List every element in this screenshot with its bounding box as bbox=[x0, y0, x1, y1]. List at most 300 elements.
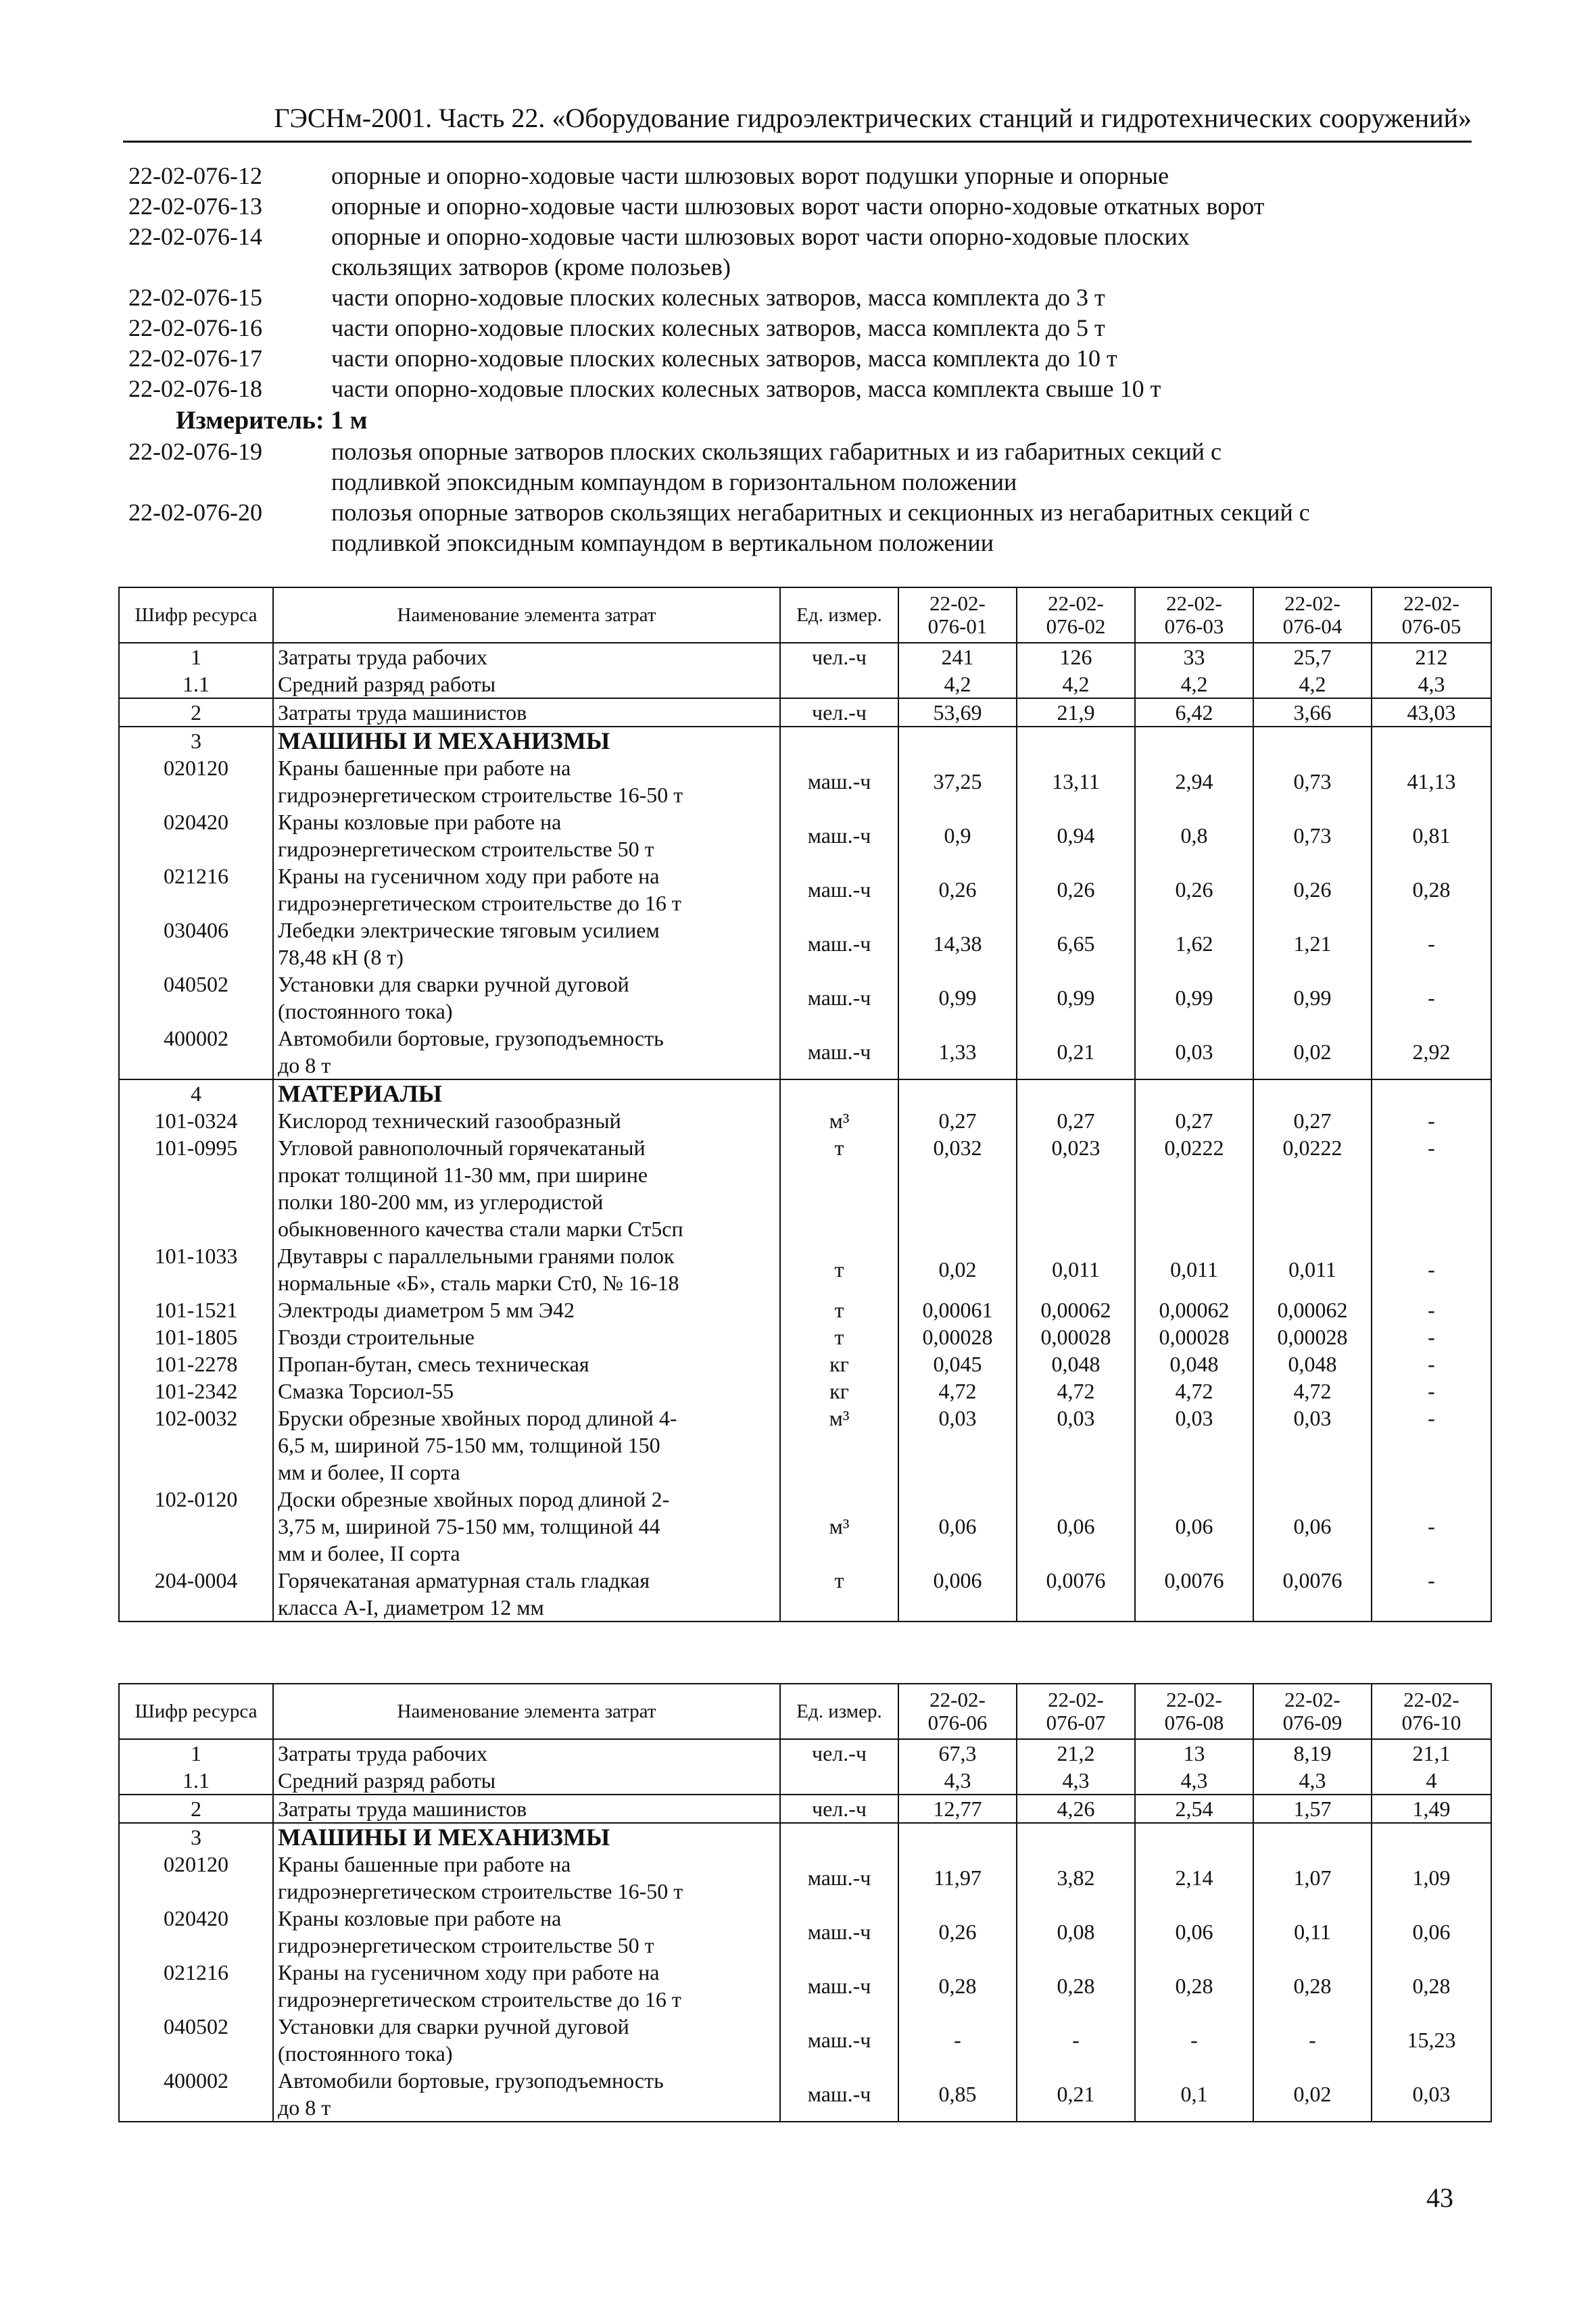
resource-value: - bbox=[1372, 1486, 1491, 1567]
header-unit: Ед. измер. bbox=[780, 587, 898, 643]
table-row bbox=[119, 1795, 1491, 1823]
resource-value: 126 bbox=[1017, 643, 1135, 671]
table-header bbox=[119, 587, 1491, 643]
resource-code: 101-2342 bbox=[119, 1378, 273, 1405]
resource-value: 8,19 bbox=[1253, 1739, 1372, 1767]
resource-value: 12,77 bbox=[898, 1795, 1017, 1823]
resource-unit: т bbox=[780, 1323, 898, 1350]
resource-value: 1,57 bbox=[1253, 1795, 1372, 1823]
resource-value: 0,03 bbox=[898, 1405, 1017, 1486]
resource-table-1 bbox=[118, 587, 1492, 1622]
resource-name: Средний разряд работы bbox=[273, 671, 780, 698]
resource-value: 1,62 bbox=[1135, 917, 1253, 971]
resource-value: 3,66 bbox=[1253, 698, 1372, 727]
resource-name: Горячекатаная арматурная сталь гладкая класса А-I, диаметром 12 мм bbox=[273, 1567, 780, 1622]
resource-name: МАШИНЫ И МЕХАНИЗМЫ bbox=[273, 1823, 780, 1851]
resource-value: 0,048 bbox=[1253, 1350, 1372, 1378]
resource-name: Затраты труда машинистов bbox=[273, 1795, 780, 1823]
resource-value: 21,9 bbox=[1017, 698, 1135, 727]
table-row bbox=[119, 1905, 1491, 1959]
table-row bbox=[119, 643, 1491, 671]
resource-unit bbox=[780, 1823, 898, 1851]
resource-code: 020120 bbox=[119, 1851, 273, 1905]
code-id: 22-02-076-18 bbox=[128, 375, 262, 402]
resource-code: 204-0004 bbox=[119, 1567, 273, 1622]
code-id: 22-02-076-15 bbox=[128, 284, 262, 311]
header-name: Наименование элемента затрат bbox=[273, 1684, 780, 1739]
page-number: 43 bbox=[1426, 2183, 1453, 2213]
resource-value: - bbox=[898, 2013, 1017, 2067]
resource-value: 0,011 bbox=[1253, 1242, 1372, 1296]
resource-name: Установки для сварки ручной дуговой (постоянного тока) bbox=[273, 971, 780, 1025]
resource-value: 0,06 bbox=[1135, 1486, 1253, 1567]
resource-unit bbox=[780, 1079, 898, 1107]
resource-value: 0,03 bbox=[1135, 1025, 1253, 1079]
resource-value: 0,048 bbox=[1135, 1350, 1253, 1378]
resource-value: 4,2 bbox=[1017, 671, 1135, 698]
resource-code: 040502 bbox=[119, 971, 273, 1025]
resource-code: 400002 bbox=[119, 2067, 273, 2122]
table-row bbox=[119, 1767, 1491, 1795]
code-row bbox=[128, 437, 1480, 497]
header-row bbox=[119, 587, 1491, 643]
resource-value: 0,06 bbox=[898, 1486, 1017, 1567]
resource-value: 4,3 bbox=[1253, 1767, 1372, 1795]
header-column-code: 22-02- 076-06 bbox=[898, 1684, 1017, 1739]
resource-unit: кг bbox=[780, 1378, 898, 1405]
resource-value: 0,00028 bbox=[1017, 1323, 1135, 1350]
resource-value: 0,03 bbox=[1372, 2067, 1491, 2122]
code-description: части опорно-ходовые плоских колесных затворов, масса комплекта до 10 т bbox=[331, 345, 1117, 372]
table-body bbox=[119, 1739, 1491, 2122]
table-row bbox=[119, 1134, 1491, 1242]
table-row bbox=[119, 1107, 1491, 1134]
resource-value bbox=[1135, 727, 1253, 754]
table-row bbox=[119, 1242, 1491, 1296]
resource-value bbox=[898, 1823, 1017, 1851]
resource-unit: маш.-ч bbox=[780, 917, 898, 971]
resource-code: 101-1805 bbox=[119, 1323, 273, 1350]
table-row bbox=[119, 1296, 1491, 1323]
resource-code: 030406 bbox=[119, 917, 273, 971]
resource-value: 11,97 bbox=[898, 1851, 1017, 1905]
resource-code: 020420 bbox=[119, 808, 273, 862]
code-description: опорные и опорно-ходовые части шлюзовых ворот части опорно-ходовые плоских скользящих затворов (кроме полозьев) bbox=[331, 223, 1190, 281]
resource-value: 33 bbox=[1135, 643, 1253, 671]
resource-value: 0,28 bbox=[1135, 1959, 1253, 2013]
resource-value: 13 bbox=[1135, 1739, 1253, 1767]
resource-value: 0,27 bbox=[898, 1107, 1017, 1134]
resource-name: Двутавры с параллельными гранями полок нормальные «Б», сталь марки Ст0, № 16-18 bbox=[273, 1242, 780, 1296]
resource-value: - bbox=[1372, 971, 1491, 1025]
resource-value: 0,1 bbox=[1135, 2067, 1253, 2122]
resource-value: 13,11 bbox=[1017, 754, 1135, 808]
resource-name: Затраты труда машинистов bbox=[273, 698, 780, 727]
table-row bbox=[119, 1739, 1491, 1767]
resource-value: 0,0222 bbox=[1253, 1134, 1372, 1242]
resource-name: Автомобили бортовые, грузоподъемность до 8 т bbox=[273, 2067, 780, 2122]
code-description: части опорно-ходовые плоских колесных затворов, масса комплекта до 3 т bbox=[331, 284, 1105, 311]
resource-unit: маш.-ч bbox=[780, 1851, 898, 1905]
resource-name: Угловой равнополочный горячекатаный прокат толщиной 11-30 мм, при ширине полки 180-200 мм, из углеродистой обыкновенного качества стали марки Ст5сп bbox=[273, 1134, 780, 1242]
resource-code: 4 bbox=[119, 1079, 273, 1107]
table-row bbox=[119, 671, 1491, 698]
resource-name: Средний разряд работы bbox=[273, 1767, 780, 1795]
resource-code: 3 bbox=[119, 1823, 273, 1851]
resource-value: 0,26 bbox=[1253, 862, 1372, 917]
resource-unit: кг bbox=[780, 1350, 898, 1378]
resource-value: 1,21 bbox=[1253, 917, 1372, 971]
resource-value: 4,3 bbox=[898, 1767, 1017, 1795]
resource-value: 0,26 bbox=[1135, 862, 1253, 917]
resource-unit: т bbox=[780, 1242, 898, 1296]
resource-value bbox=[1017, 727, 1135, 754]
resource-value bbox=[1372, 1823, 1491, 1851]
code-id: 22-02-076-14 bbox=[128, 223, 262, 250]
resource-code: 021216 bbox=[119, 1959, 273, 2013]
resource-value: 0,0076 bbox=[1017, 1567, 1135, 1622]
resource-unit: чел.-ч bbox=[780, 1739, 898, 1767]
resource-name: Бруски обрезные хвойных пород длиной 4- 6,5 м, шириной 75-150 мм, толщиной 150 мм и более, II сорта bbox=[273, 1405, 780, 1486]
resource-unit: т bbox=[780, 1296, 898, 1323]
resource-value: 0,011 bbox=[1017, 1242, 1135, 1296]
resource-value: - bbox=[1372, 1134, 1491, 1242]
resource-value: 0,28 bbox=[1372, 862, 1491, 917]
resource-value: 4,2 bbox=[1253, 671, 1372, 698]
resource-value: 2,94 bbox=[1135, 754, 1253, 808]
resource-value: 1,07 bbox=[1253, 1851, 1372, 1905]
resource-value bbox=[1017, 1823, 1135, 1851]
resource-value: - bbox=[1372, 1296, 1491, 1323]
resource-unit: чел.-ч bbox=[780, 1795, 898, 1823]
table-body bbox=[119, 643, 1491, 1622]
resource-code: 2 bbox=[119, 1795, 273, 1823]
measure-label: Измеритель: 1 м bbox=[176, 406, 368, 435]
header-column-code: 22-02- 076-02 bbox=[1017, 587, 1135, 643]
code-id: 22-02-076-16 bbox=[128, 314, 262, 341]
code-description: полозья опорные затворов плоских скользящих габаритных и из габаритных секций с подливкой эпоксидным компаундом в горизонтальном положении bbox=[331, 438, 1222, 495]
resource-value: 4 bbox=[1372, 1767, 1491, 1795]
resource-value bbox=[1372, 727, 1491, 754]
resource-unit: маш.-ч bbox=[780, 808, 898, 862]
resource-code: 1.1 bbox=[119, 671, 273, 698]
resource-value: - bbox=[1372, 1107, 1491, 1134]
resource-code: 101-0324 bbox=[119, 1107, 273, 1134]
code-description: опорные и опорно-ходовые части шлюзовых ворот подушки упорные и опорные bbox=[331, 162, 1169, 189]
table-row bbox=[119, 1378, 1491, 1405]
resource-code: 101-1521 bbox=[119, 1296, 273, 1323]
resource-value: 4,72 bbox=[1135, 1378, 1253, 1405]
resource-value: 2,14 bbox=[1135, 1851, 1253, 1905]
resource-name: Пропан-бутан, смесь техническая bbox=[273, 1350, 780, 1378]
resource-value: 1,49 bbox=[1372, 1795, 1491, 1823]
code-description: полозья опорные затворов скользящих негабаритных и секционных из негабаритных секций с подливкой эпоксидным компаундом в вертикальном положении bbox=[331, 499, 1310, 556]
resource-name: Затраты труда рабочих bbox=[273, 643, 780, 671]
resource-value: 0,00062 bbox=[1253, 1296, 1372, 1323]
resource-value: 0,26 bbox=[898, 862, 1017, 917]
resource-table-2 bbox=[118, 1683, 1492, 2122]
resource-value: 241 bbox=[898, 643, 1017, 671]
resource-value: 0,045 bbox=[898, 1350, 1017, 1378]
resource-value: - bbox=[1017, 2013, 1135, 2067]
resource-value: 0,21 bbox=[1017, 2067, 1135, 2122]
table-row bbox=[119, 1959, 1491, 2013]
table-row bbox=[119, 917, 1491, 971]
resource-value: 0,03 bbox=[1253, 1405, 1372, 1486]
resource-value: 0,99 bbox=[1253, 971, 1372, 1025]
table-row bbox=[119, 1851, 1491, 1905]
resource-value: 0,011 bbox=[1135, 1242, 1253, 1296]
resource-unit bbox=[780, 671, 898, 698]
table-row bbox=[119, 698, 1491, 727]
resource-value: - bbox=[1372, 1323, 1491, 1350]
resource-name: МАШИНЫ И МЕХАНИЗМЫ bbox=[273, 727, 780, 754]
resource-value: 4,3 bbox=[1135, 1767, 1253, 1795]
resource-value: 0,00028 bbox=[898, 1323, 1017, 1350]
resource-value: - bbox=[1372, 1378, 1491, 1405]
resource-value: 1,09 bbox=[1372, 1851, 1491, 1905]
code-list-part1 bbox=[128, 161, 1480, 404]
code-list bbox=[128, 161, 1480, 558]
resource-value: - bbox=[1372, 1242, 1491, 1296]
resource-value: 0,06 bbox=[1017, 1486, 1135, 1567]
code-row bbox=[128, 374, 1480, 404]
resource-value bbox=[1135, 1823, 1253, 1851]
resource-name: Краны на гусеничном ходу при работе на гидроэнергетическом строительстве до 16 т bbox=[273, 1959, 780, 2013]
resource-name: Смазка Торсиол-55 bbox=[273, 1378, 780, 1405]
resource-code: 102-0032 bbox=[119, 1405, 273, 1486]
header-column-code: 22-02- 076-04 bbox=[1253, 587, 1372, 643]
header-column-code: 22-02- 076-08 bbox=[1135, 1684, 1253, 1739]
header-code: Шифр ресурса bbox=[119, 1684, 273, 1739]
header-column-code: 22-02- 076-09 bbox=[1253, 1684, 1372, 1739]
code-row bbox=[128, 222, 1480, 283]
table-row bbox=[119, 971, 1491, 1025]
resource-value: 0,99 bbox=[1135, 971, 1253, 1025]
resource-value bbox=[1253, 1823, 1372, 1851]
resource-value: 3,82 bbox=[1017, 1851, 1135, 1905]
resource-value: 0,02 bbox=[898, 1242, 1017, 1296]
resource-value: - bbox=[1372, 1350, 1491, 1378]
resource-value: - bbox=[1253, 2013, 1372, 2067]
resource-value: 0,00028 bbox=[1135, 1323, 1253, 1350]
resource-value: 2,54 bbox=[1135, 1795, 1253, 1823]
resource-value: 0,27 bbox=[1253, 1107, 1372, 1134]
resource-value: 0,26 bbox=[898, 1905, 1017, 1959]
resource-unit bbox=[780, 1767, 898, 1795]
resource-unit: маш.-ч bbox=[780, 1959, 898, 2013]
resource-value bbox=[898, 1079, 1017, 1107]
resource-code: 3 bbox=[119, 727, 273, 754]
resource-value: 41,13 bbox=[1372, 754, 1491, 808]
resource-value: 67,3 bbox=[898, 1739, 1017, 1767]
code-row bbox=[128, 313, 1480, 343]
table-header bbox=[119, 1684, 1491, 1739]
resource-name: Краны козловые при работе на гидроэнергетическом строительстве 50 т bbox=[273, 808, 780, 862]
resource-value: 0,73 bbox=[1253, 754, 1372, 808]
resource-code: 1 bbox=[119, 643, 273, 671]
resource-value: 0,8 bbox=[1135, 808, 1253, 862]
resource-unit: маш.-ч bbox=[780, 2067, 898, 2122]
table-row bbox=[119, 1350, 1491, 1378]
code-row bbox=[128, 343, 1480, 374]
resource-value: 21,1 bbox=[1372, 1739, 1491, 1767]
resource-value: 0,032 bbox=[898, 1134, 1017, 1242]
resource-value: 4,2 bbox=[1135, 671, 1253, 698]
header-column-code: 22-02- 076-10 bbox=[1372, 1684, 1491, 1739]
resource-value: 0,06 bbox=[1253, 1486, 1372, 1567]
resource-value: 0,03 bbox=[1135, 1405, 1253, 1486]
resource-value: 0,21 bbox=[1017, 1025, 1135, 1079]
resource-value: 4,3 bbox=[1372, 671, 1491, 698]
code-row bbox=[128, 191, 1480, 222]
resource-value: 0,99 bbox=[898, 971, 1017, 1025]
resource-value bbox=[898, 727, 1017, 754]
resource-value: 14,38 bbox=[898, 917, 1017, 971]
resource-value: 0,00062 bbox=[1135, 1296, 1253, 1323]
resource-value: 0,81 bbox=[1372, 808, 1491, 862]
table-row bbox=[119, 1567, 1491, 1622]
resource-code: 101-1033 bbox=[119, 1242, 273, 1296]
code-row bbox=[128, 497, 1480, 558]
table-row bbox=[119, 1025, 1491, 1079]
resource-name: Кислород технический газообразный bbox=[273, 1107, 780, 1134]
resource-value: 0,02 bbox=[1253, 2067, 1372, 2122]
resource-name: Краны козловые при работе на гидроэнергетическом строительстве 50 т bbox=[273, 1905, 780, 1959]
resource-unit: маш.-ч bbox=[780, 1905, 898, 1959]
resource-value: 0,0076 bbox=[1135, 1567, 1253, 1622]
resource-code: 101-2278 bbox=[119, 1350, 273, 1378]
resource-value: - bbox=[1135, 2013, 1253, 2067]
code-row bbox=[128, 161, 1480, 191]
resource-value: 0,28 bbox=[898, 1959, 1017, 2013]
resource-value: 0,11 bbox=[1253, 1905, 1372, 1959]
resource-value bbox=[1135, 1079, 1253, 1107]
resource-value bbox=[1372, 1079, 1491, 1107]
header-row bbox=[119, 1684, 1491, 1739]
resource-value: 0,02 bbox=[1253, 1025, 1372, 1079]
table-row bbox=[119, 2013, 1491, 2067]
header-column-code: 22-02- 076-03 bbox=[1135, 587, 1253, 643]
table-row bbox=[119, 1323, 1491, 1350]
code-id: 22-02-076-20 bbox=[128, 499, 262, 526]
code-list-part2 bbox=[128, 437, 1480, 558]
resource-value: 0,0222 bbox=[1135, 1134, 1253, 1242]
table-row bbox=[119, 2067, 1491, 2122]
resource-value: 6,65 bbox=[1017, 917, 1135, 971]
section-row bbox=[119, 1079, 1491, 1107]
resource-value: - bbox=[1372, 1405, 1491, 1486]
code-description: части опорно-ходовые плоских колесных затворов, масса комплекта свыше 10 т bbox=[331, 375, 1161, 402]
resource-unit: м³ bbox=[780, 1405, 898, 1486]
header-column-code: 22-02- 076-01 bbox=[898, 587, 1017, 643]
resource-unit: чел.-ч bbox=[780, 643, 898, 671]
header-column-code: 22-02- 076-05 bbox=[1372, 587, 1491, 643]
resource-unit: т bbox=[780, 1134, 898, 1242]
code-id: 22-02-076-12 bbox=[128, 162, 262, 189]
resource-value: 0,0076 bbox=[1253, 1567, 1372, 1622]
resource-value: 1,33 bbox=[898, 1025, 1017, 1079]
resource-value: - bbox=[1372, 917, 1491, 971]
resource-value: - bbox=[1372, 1567, 1491, 1622]
resource-value: 0,00062 bbox=[1017, 1296, 1135, 1323]
resource-value: 53,69 bbox=[898, 698, 1017, 727]
resource-name: Затраты труда рабочих bbox=[273, 1739, 780, 1767]
resource-name: Краны башенные при работе на гидроэнергетическом строительстве 16-50 т bbox=[273, 1851, 780, 1905]
resource-value: 212 bbox=[1372, 643, 1491, 671]
resource-value: 0,03 bbox=[1017, 1405, 1135, 1486]
resource-value: 2,92 bbox=[1372, 1025, 1491, 1079]
resource-value bbox=[1253, 727, 1372, 754]
code-description: опорные и опорно-ходовые части шлюзовых ворот части опорно-ходовые откатных ворот bbox=[331, 193, 1265, 220]
code-row bbox=[128, 283, 1480, 313]
resource-value: 25,7 bbox=[1253, 643, 1372, 671]
resource-value: 0,99 bbox=[1017, 971, 1135, 1025]
resource-code: 1.1 bbox=[119, 1767, 273, 1795]
resource-code: 101-0995 bbox=[119, 1134, 273, 1242]
resource-name: МАТЕРИАЛЫ bbox=[273, 1079, 780, 1107]
resource-name: Автомобили бортовые, грузоподъемность до 8 т bbox=[273, 1025, 780, 1079]
resource-value bbox=[1017, 1079, 1135, 1107]
resource-name: Гвозди строительные bbox=[273, 1323, 780, 1350]
code-id: 22-02-076-19 bbox=[128, 438, 262, 465]
table-row bbox=[119, 808, 1491, 862]
resource-unit: маш.-ч bbox=[780, 754, 898, 808]
resource-value: 0,9 bbox=[898, 808, 1017, 862]
header-code: Шифр ресурса bbox=[119, 587, 273, 643]
resource-value: 0,048 bbox=[1017, 1350, 1135, 1378]
resource-value: 0,27 bbox=[1135, 1107, 1253, 1134]
resource-unit: маш.-ч bbox=[780, 862, 898, 917]
resource-code: 021216 bbox=[119, 862, 273, 917]
resource-code: 2 bbox=[119, 698, 273, 727]
table-row bbox=[119, 754, 1491, 808]
resource-name: Доски обрезные хвойных пород длиной 2- 3,75 м, шириной 75-150 мм, толщиной 44 мм и более, II сорта bbox=[273, 1486, 780, 1567]
resource-code: 020120 bbox=[119, 754, 273, 808]
table-row bbox=[119, 862, 1491, 917]
resource-unit: чел.-ч bbox=[780, 698, 898, 727]
resource-name: Установки для сварки ручной дуговой (постоянного тока) bbox=[273, 2013, 780, 2067]
resource-name: Лебедки электрические тяговым усилием 78,48 кН (8 т) bbox=[273, 917, 780, 971]
resource-unit: м³ bbox=[780, 1486, 898, 1567]
resource-value: 4,3 bbox=[1017, 1767, 1135, 1795]
resource-name: Краны на гусеничном ходу при работе на гидроэнергетическом строительстве до 16 т bbox=[273, 862, 780, 917]
resource-value: 43,03 bbox=[1372, 698, 1491, 727]
table-row bbox=[119, 1405, 1491, 1486]
resource-code: 040502 bbox=[119, 2013, 273, 2067]
resource-value: 0,26 bbox=[1017, 862, 1135, 917]
resource-name: Краны башенные при работе на гидроэнергетическом строительстве 16-50 т bbox=[273, 754, 780, 808]
resource-unit: маш.-ч bbox=[780, 2013, 898, 2067]
resource-code: 1 bbox=[119, 1739, 273, 1767]
resource-unit: маш.-ч bbox=[780, 971, 898, 1025]
resource-value: 0,06 bbox=[1372, 1905, 1491, 1959]
resource-code: 020420 bbox=[119, 1905, 273, 1959]
resource-value: 6,42 bbox=[1135, 698, 1253, 727]
resource-value: 37,25 bbox=[898, 754, 1017, 808]
resource-value: 15,23 bbox=[1372, 2013, 1491, 2067]
resource-code: 102-0120 bbox=[119, 1486, 273, 1567]
resource-value: 0,06 bbox=[1135, 1905, 1253, 1959]
resource-value: 0,023 bbox=[1017, 1134, 1135, 1242]
code-description: части опорно-ходовые плоских колесных затворов, масса комплекта до 5 т bbox=[331, 314, 1105, 341]
resource-value: 0,85 bbox=[898, 2067, 1017, 2122]
header-name: Наименование элемента затрат bbox=[273, 587, 780, 643]
resource-value bbox=[1253, 1079, 1372, 1107]
page-header: ГЭСНм-2001. Часть 22. «Оборудование гидроэлектрических станций и гидротехнических сооружений» bbox=[123, 101, 1472, 143]
resource-value: 0,006 bbox=[898, 1567, 1017, 1622]
resource-value: 0,08 bbox=[1017, 1905, 1135, 1959]
